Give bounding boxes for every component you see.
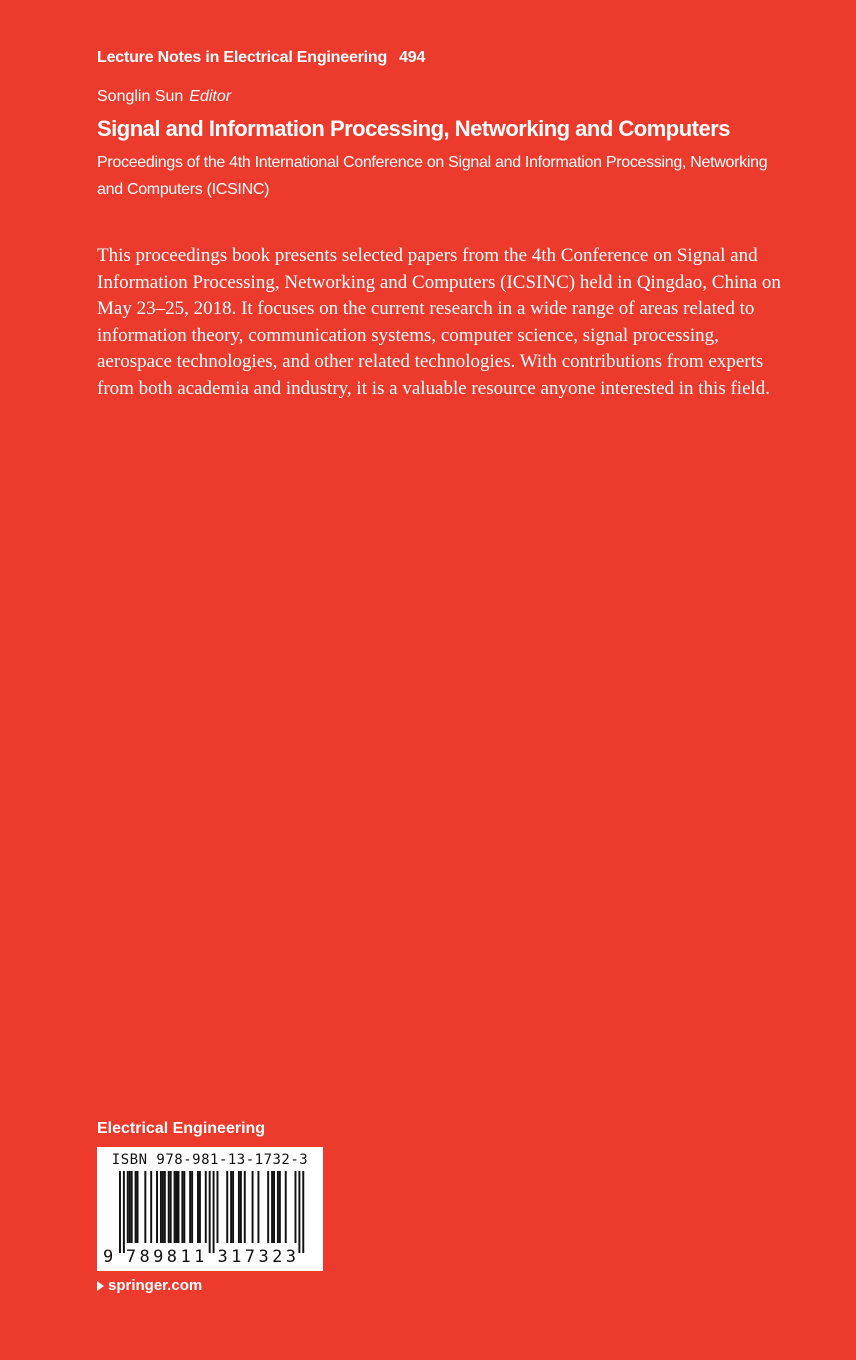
book-description: This proceedings book presents selected papers from the 4th Conference on Signal and Information Processing, Networking and Computers (ICSINC) held in Qingdao, China on May 23–25, 2018. It focuses on the current research in a wide range of areas related to information theory, communication systems, computer science, signal processing, aerospace technologies, and other related technologies. With contributions from experts from both academia and industry, it is a valuable resource anyone interested in this field. [97,245,781,399]
barcode-digit: 1 [194,1247,205,1267]
barcode-bar [240,1171,242,1243]
barcode-bar [123,1171,125,1253]
barcode-bar [230,1171,232,1243]
barcode-digit: 9 [103,1247,114,1267]
barcode-bars [97,1171,323,1255]
editor-name: Songlin Sun [97,88,184,105]
barcode-bar [285,1171,287,1243]
barcode-digit: 3 [258,1247,269,1267]
barcode-bar [168,1171,170,1243]
barcode-digit: 3 [217,1247,228,1267]
barcode-bar [273,1171,275,1243]
barcode-digit: 8 [139,1247,150,1267]
barcode-bar [252,1171,254,1243]
barcode-bar [137,1171,139,1243]
editor-line [97,88,231,106]
book-subtitle: Proceedings of the 4th International Conference on Signal and Information Processing, Networking and Computers (ICSINC) [97,154,768,198]
barcode-bar [144,1171,146,1243]
book-title: Signal and Information Processing, Networking and Computers [97,116,731,141]
barcode-digit: 8 [166,1247,178,1267]
barcode-bar [205,1171,207,1243]
barcode-bar [164,1171,166,1243]
triangle-right-icon [97,1281,104,1291]
series-number: 494 [399,49,426,66]
barcode-digit: 1 [180,1247,191,1267]
barcode-bar [170,1171,172,1243]
barcode-bar [298,1171,300,1253]
barcode-bar [129,1171,131,1243]
barcode-bar [162,1171,164,1243]
barcode-bar [119,1171,121,1253]
publisher-url: springer.com [108,1277,203,1294]
barcode-digit: 2 [272,1247,283,1267]
barcode-bar [181,1171,183,1243]
barcode-bar [277,1171,279,1243]
barcode-bar [257,1171,259,1243]
barcode-bar [226,1171,228,1243]
barcode-bar [183,1171,185,1243]
barcode-bar [267,1171,269,1243]
barcode-bar [135,1171,137,1243]
barcode-bar [150,1171,152,1243]
barcode-bar [197,1171,199,1243]
barcode-bar [279,1171,281,1243]
barcode-bar [232,1171,234,1243]
isbn-label: ISBN 978-981-13-1732-3 [111,1152,309,1168]
barcode-digit: 7 [244,1247,256,1267]
barcode-bar [174,1171,176,1243]
barcode-digit: 7 [125,1247,137,1267]
barcode-bar [191,1171,193,1243]
barcode-bar [160,1171,162,1243]
isbn-barcode [97,1147,323,1271]
barcode-digit: 1 [231,1247,242,1267]
barcode-bar [176,1171,178,1243]
barcode-bar [189,1171,191,1243]
subject-category: Electrical Engineering [97,1120,266,1137]
barcode-bar [238,1171,240,1243]
series-name: Lecture Notes in Electrical Engineering [97,49,388,66]
barcode-bar [127,1171,129,1243]
barcode-bar [131,1171,133,1243]
barcode-bar [295,1171,297,1243]
barcode-bar [156,1171,158,1243]
barcode-bar [213,1171,215,1253]
editor-role: Editor [189,88,232,105]
series-line [97,49,425,67]
barcode-bar [244,1171,246,1243]
barcode-bar [302,1171,304,1253]
barcode-bar [271,1171,273,1243]
barcode-bar [209,1171,211,1253]
barcode-digit: 9 [153,1247,164,1267]
barcode-digit: 3 [285,1247,296,1267]
barcode-bar [217,1171,219,1243]
publisher-link[interactable] [97,1277,202,1294]
barcode-bar [199,1171,201,1243]
barcode-bar [178,1171,180,1243]
